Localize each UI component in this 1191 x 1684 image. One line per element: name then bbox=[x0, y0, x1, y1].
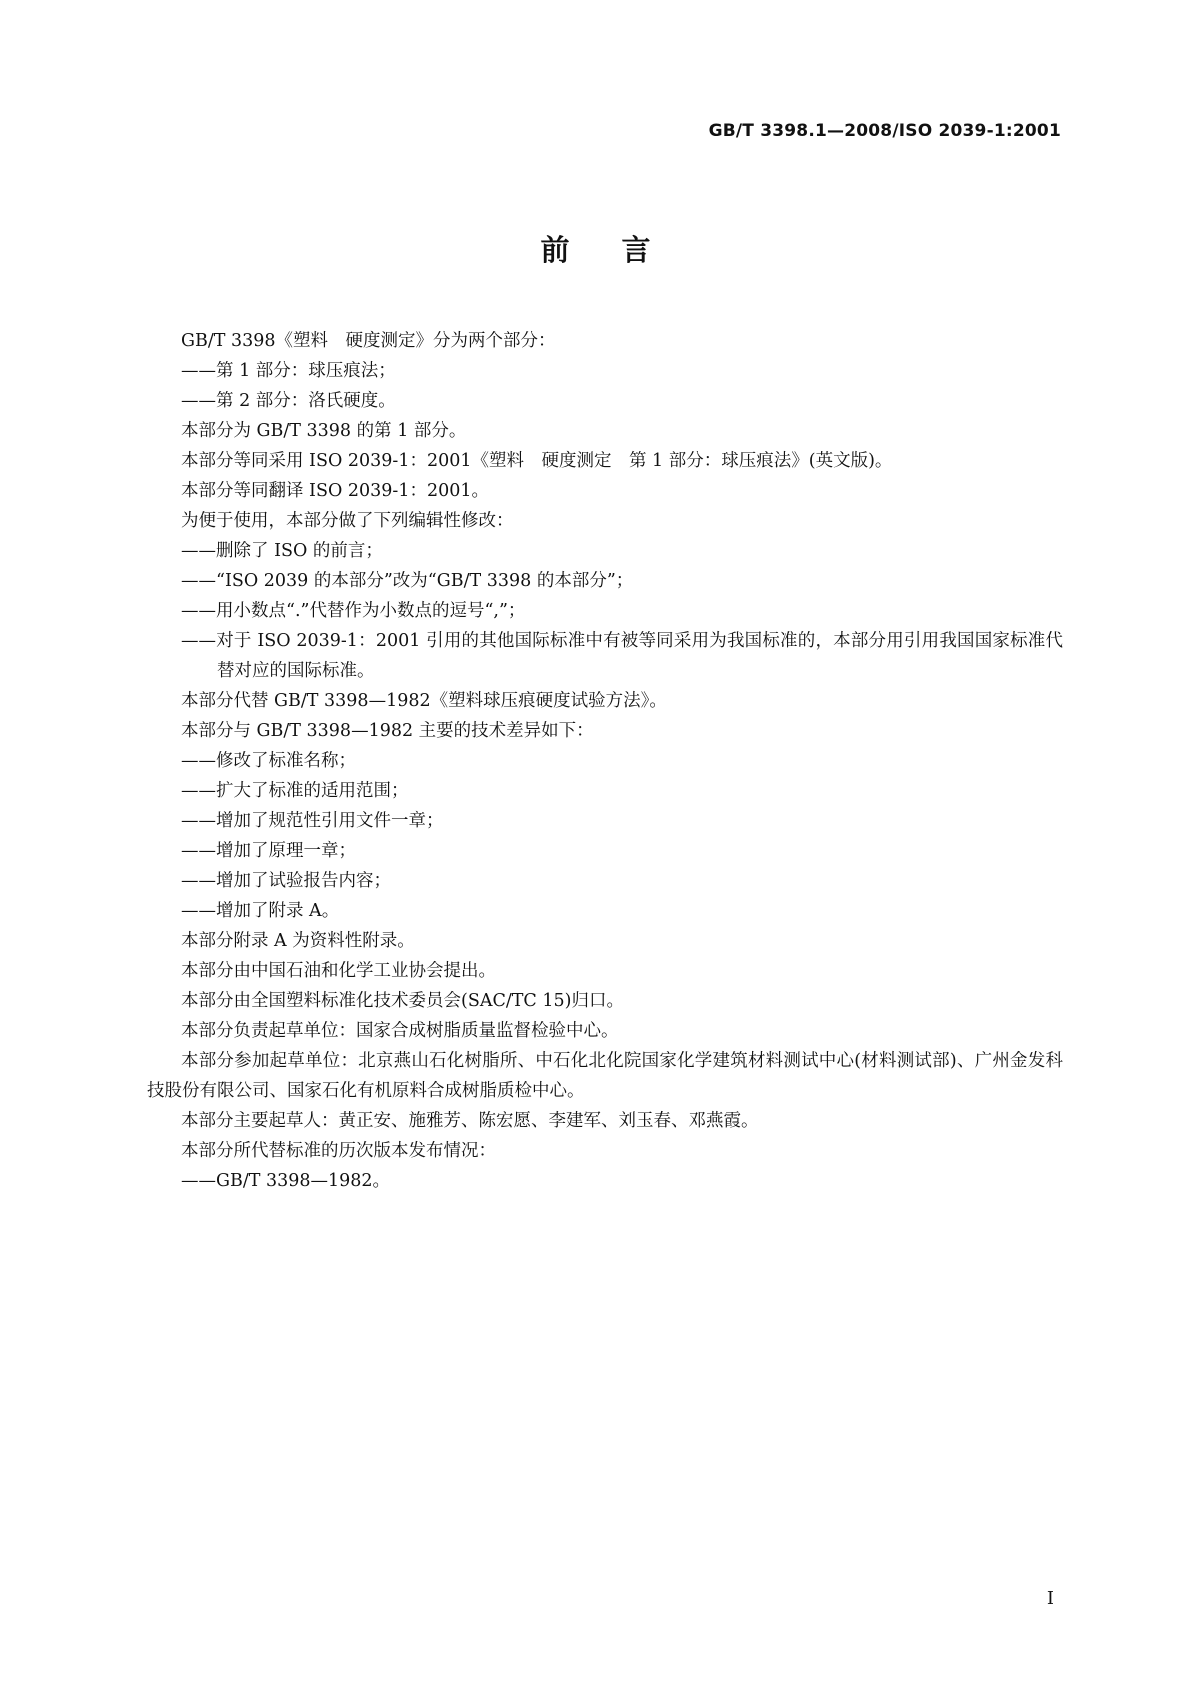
paragraph: 本部分等同采用 ISO 2039-1：2001《塑料 硬度测定 第 1 部分：球压痕法》(英文版)。 bbox=[181, 451, 893, 471]
em-dash-marker bbox=[181, 751, 216, 771]
dash-list-item bbox=[147, 836, 1063, 866]
page-title: 前言 bbox=[540, 233, 703, 267]
list-item-text: 扩大了标准的适用范围； bbox=[216, 781, 409, 801]
paragraph: 本部分参加起草单位：北京燕山石化树脂所、中石化北化院国家化学建筑材料测试中心(材料测试部)、广州金发科技股份有限公司、国家石化有机原料合成树脂质检中心。 bbox=[147, 1051, 1063, 1101]
dash-list-item bbox=[147, 536, 1063, 566]
em-dash-marker bbox=[181, 901, 216, 921]
list-item-text: 修改了标准名称； bbox=[216, 751, 356, 771]
dash-list-item bbox=[147, 386, 1063, 416]
em-dash-marker bbox=[181, 871, 216, 891]
dash-list-item bbox=[147, 866, 1063, 896]
foreword-body bbox=[147, 326, 1063, 1196]
paragraph: 为便于使用，本部分做了下列编辑性修改： bbox=[181, 511, 514, 531]
list-item-text: 第 1 部分：球压痕法； bbox=[216, 361, 396, 381]
paragraph: 本部分主要起草人：黄正安、施雅芳、陈宏愿、李建军、刘玉春、邓燕霞。 bbox=[181, 1111, 759, 1131]
em-dash-marker bbox=[181, 391, 216, 411]
em-dash-marker bbox=[181, 841, 216, 861]
em-dash-marker bbox=[181, 361, 216, 381]
list-item-text: 第 2 部分：洛氏硬度。 bbox=[216, 391, 396, 411]
dash-list-item bbox=[147, 566, 1063, 596]
dash-list-item bbox=[147, 1166, 1063, 1196]
dash-list-item bbox=[147, 806, 1063, 836]
dash-list-item bbox=[147, 746, 1063, 776]
paragraph: 本部分与 GB/T 3398—1982 主要的技术差异如下： bbox=[181, 721, 594, 741]
list-item-text: 增加了规范性引用文件一章； bbox=[216, 811, 444, 831]
list-item-text: “ISO 2039 的本部分”改为“GB/T 3398 的本部分”； bbox=[216, 571, 634, 591]
em-dash-marker bbox=[181, 1171, 216, 1191]
em-dash-marker bbox=[181, 601, 216, 621]
paragraph: 本部分代替 GB/T 3398—1982《塑料球压痕硬度试验方法》。 bbox=[181, 691, 667, 711]
dash-list-item bbox=[147, 596, 1063, 626]
list-item-text: 对于 ISO 2039-1：2001 引用的其他国际标准中有被等同采用为我国标准的，本部分用引用我国国家标准代替对应的国际标准。 bbox=[216, 631, 1063, 681]
dash-list-item bbox=[147, 896, 1063, 926]
paragraph: 本部分负责起草单位：国家合成树脂质量监督检验中心。 bbox=[181, 1021, 619, 1041]
em-dash-marker bbox=[181, 541, 216, 561]
paragraph: 本部分由全国塑料标准化技术委员会(SAC/TC 15)归口。 bbox=[181, 991, 624, 1011]
paragraph: 本部分由中国石油和化学工业协会提出。 bbox=[181, 961, 496, 981]
em-dash-marker bbox=[181, 571, 216, 591]
dash-list-item bbox=[147, 776, 1063, 806]
dash-list-item bbox=[147, 626, 1063, 686]
em-dash-marker bbox=[181, 811, 216, 831]
list-item-text: GB/T 3398—1982。 bbox=[216, 1171, 391, 1191]
paragraph: 本部分等同翻译 ISO 2039-1：2001。 bbox=[181, 481, 489, 501]
paragraph: GB/T 3398《塑料 硬度测定》分为两个部分： bbox=[181, 331, 556, 351]
list-item-text: 增加了试验报告内容； bbox=[216, 871, 391, 891]
em-dash-marker bbox=[181, 781, 216, 801]
dash-list-item bbox=[147, 356, 1063, 386]
paragraph: 本部分所代替标准的历次版本发布情况： bbox=[181, 1141, 496, 1161]
list-item-text: 增加了附录 A。 bbox=[216, 901, 340, 921]
page-number: I bbox=[1046, 1588, 1054, 1609]
list-item-text: 增加了原理一章； bbox=[216, 841, 356, 861]
paragraph: 本部分附录 A 为资料性附录。 bbox=[181, 931, 415, 951]
em-dash-marker bbox=[181, 631, 216, 651]
list-item-text: 删除了 ISO 的前言； bbox=[216, 541, 383, 561]
paragraph: 本部分为 GB/T 3398 的第 1 部分。 bbox=[181, 421, 467, 441]
standard-identifier: GB/T 3398.1—2008/ISO 2039-1:2001 bbox=[708, 121, 1061, 141]
list-item-text: 用小数点“.”代替作为小数点的逗号“,”； bbox=[216, 601, 526, 621]
